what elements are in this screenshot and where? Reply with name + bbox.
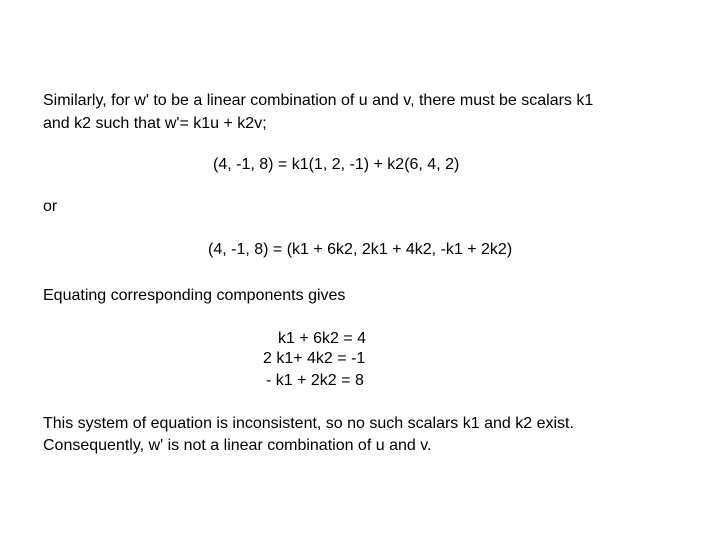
equating-text: Equating corresponding components gives — [43, 287, 346, 304]
system-eq-1: k1 + 6k2 = 4 — [278, 330, 367, 347]
conclusion-line-1: This system of equation is inconsistent, so no such scalars k1 and k2 exist. — [43, 415, 574, 432]
paragraph-line-2: and k2 such that w'= k1u + k2v; — [43, 115, 267, 132]
conclusion-line-2: Consequently, w' is not a linear combination of u and v. — [43, 437, 432, 454]
paragraph-line-1: Similarly, for w' to be a linear combination of u and v, there must be scalars k1 — [43, 92, 594, 109]
system-eq-3: - k1 + 2k2 = 8 — [266, 372, 364, 389]
equation-1: (4, -1, 8) = k1(1, 2, -1) + k2(6, 4, 2) — [213, 156, 460, 173]
system-eq-2: 2 k1+ 4k2 = -1 — [263, 350, 366, 367]
or-text: or — [43, 198, 58, 215]
equation-2: (4, -1, 8) = (k1 + 6k2, 2k1 + 4k2, -k1 + 2k2) — [208, 241, 513, 258]
